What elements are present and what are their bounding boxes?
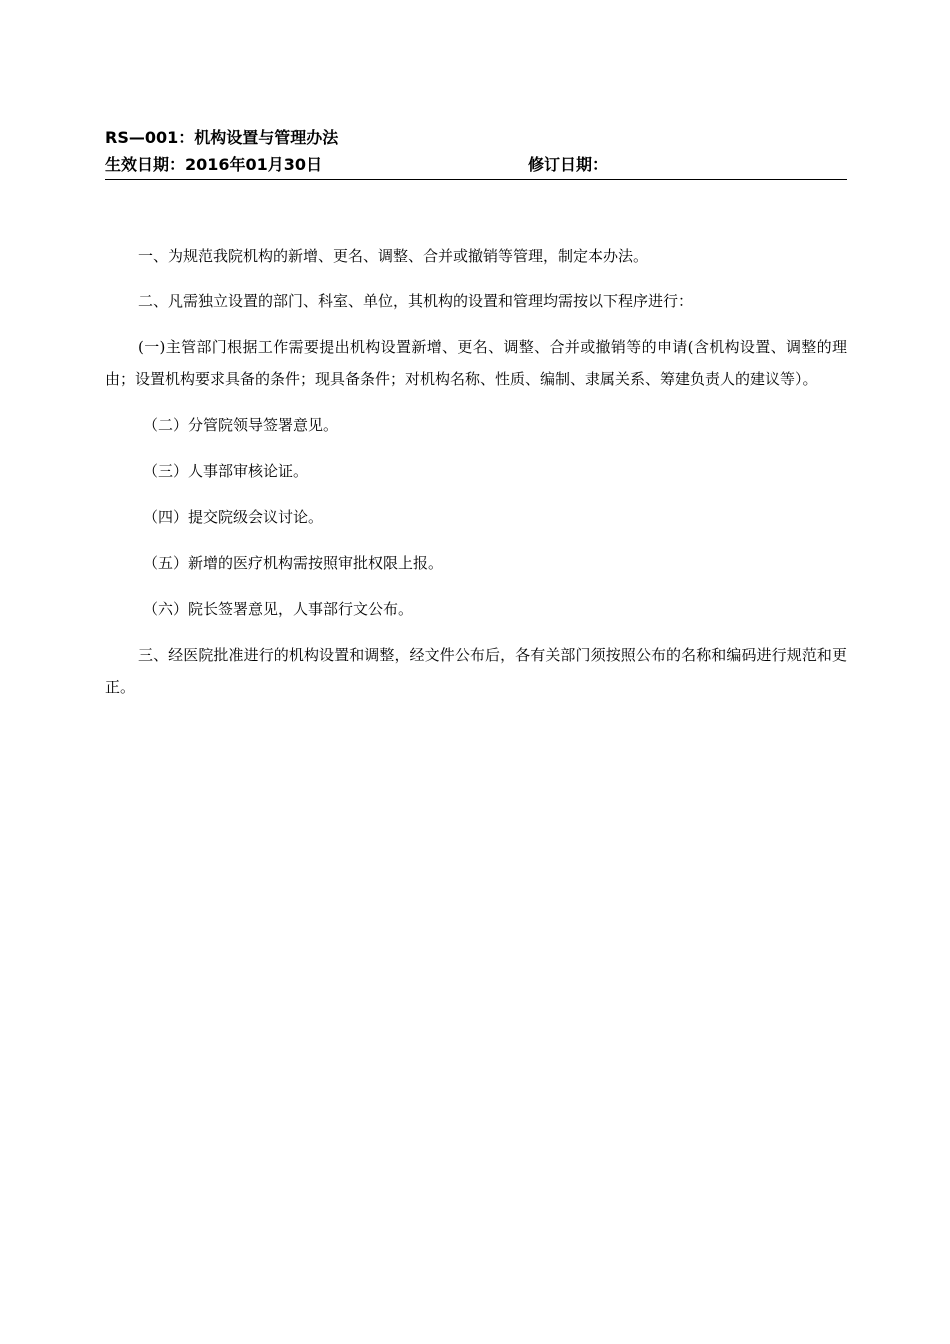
procedure-step-2: （二）分管院领导签署意见。 [143,416,339,434]
paragraph-publication: 三、经医院批准进行的机构设置和调整，经文件公布后，各有关部门须按照公布的名称和编码进行规范和更正。 [105,646,847,696]
document-meta-line [105,152,847,180]
procedure-step-6: （六）院长签署意见，人事部行文公布。 [143,600,414,618]
procedure-step-5: （五）新增的医疗机构需按照审批权限上报。 [143,554,444,572]
procedure-step-4: （四）提交院级会议讨论。 [143,508,324,526]
paragraph-procedure-intro: 二、凡需独立设置的部门、科室、单位，其机构的设置和管理均需按以下程序进行： [138,292,694,310]
effective-date: 生效日期：2016年01月30日 [105,155,323,174]
procedure-step-1: (一)主管部门根据工作需要提出机构设置新增、更名、调整、合并或撤销等的申请(含机构设置、调整的理由；设置机构要求具备的条件；现具备条件；对机构名称、性质、编制、隶属关系、筹建负责人的建议等）。 [105,338,847,388]
document-title: RS—001：机构设置与管理办法 [105,128,339,147]
paragraph-purpose: 一、为规范我院机构的新增、更名、调整、合并或撤销等管理，制定本办法。 [138,247,649,265]
procedure-step-3: （三）人事部审核论证。 [143,462,309,480]
document-header [105,124,847,180]
document-body [105,240,847,703]
revision-date: 修订日期： [528,155,609,174]
